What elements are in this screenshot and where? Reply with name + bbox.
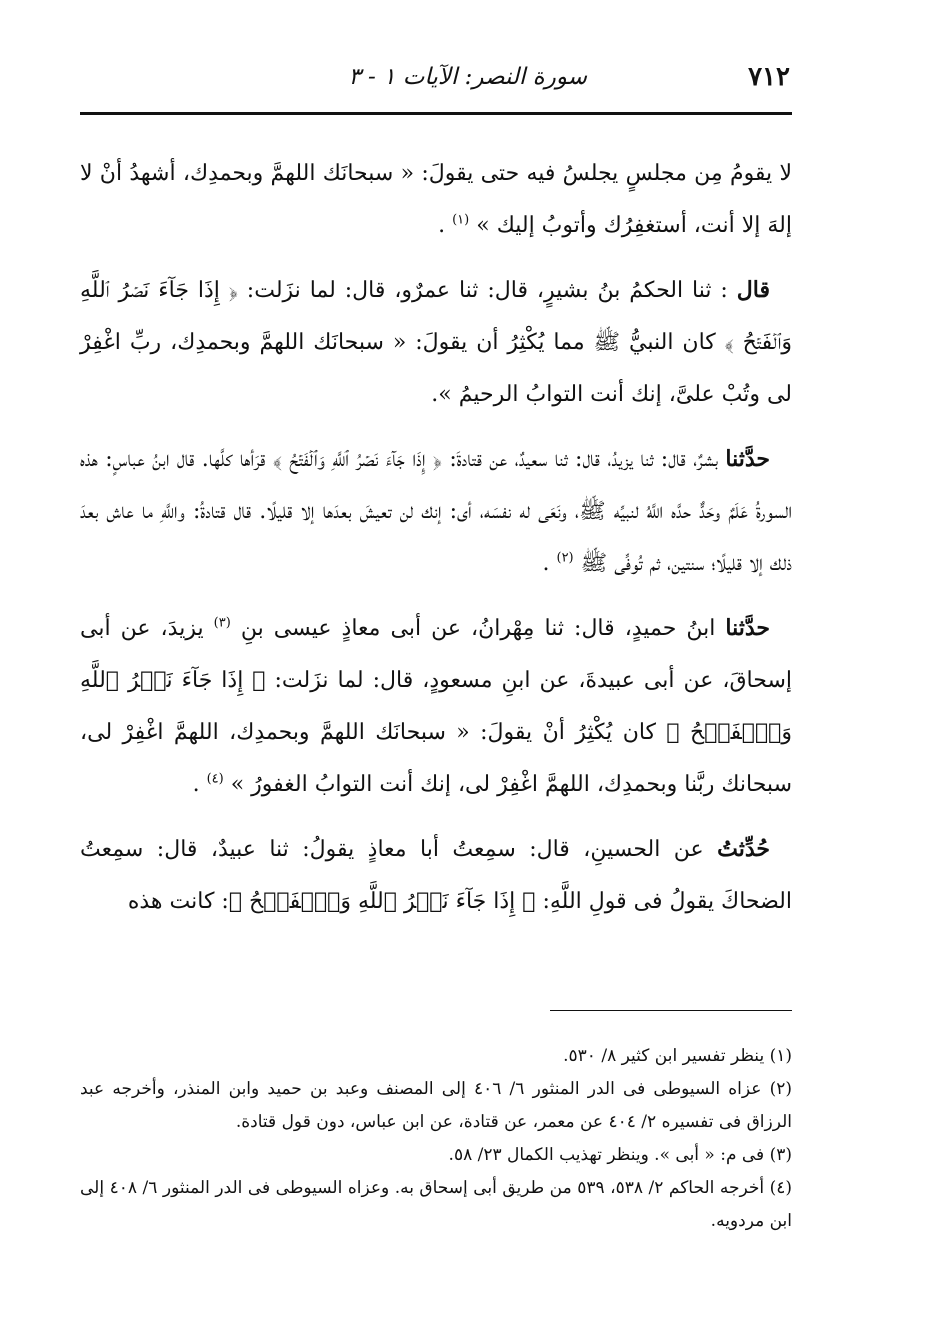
page-header — [80, 58, 792, 98]
footnote-1: (١) ينظر تفسير ابن كثير ٨/ ٥٣٠. — [563, 1046, 792, 1066]
footnote-marker: (٤) — [206, 771, 224, 787]
paragraph-text: ابنُ حميدٍ، قال: ثنا مِهْرانُ، عن أبى معاذٍ عيسى بنِ — [240, 616, 716, 641]
page-number: ٧١٢ — [748, 62, 790, 92]
footnotes — [80, 1040, 792, 1238]
running-title: سورة النصر: الآيات ١ - ٣ — [348, 64, 587, 90]
paragraph-lead: قال — [736, 277, 770, 303]
header-rule — [80, 112, 792, 115]
footnote-marker: (٢) — [556, 550, 574, 566]
paragraph-tail: . — [192, 772, 200, 797]
footnote-4: (٤) أخرجه الحاكم ٢/ ٥٣٨، ٥٣٩ من طريق أبى إسحاق به. وعزاه السيوطى فى الدر المنثور ٦/ ٤٠٨ إلى ابن مردويه. — [80, 1178, 793, 1231]
paragraph-tail: يزيدَ، عن أبى إسحاقَ، عن أبى عبيدةَ، عن ابنِ مسعودٍ، قال: لما نزَلت: ﴿ إِذَا جَآءَ نَصۡرُ ٱللَّهِ وَٱلۡفَتۡحُ ﴾ كان يُكْثِرُ أنْ يقولَ: « سبحانَك اللهمَّ وبحمدِك، اللهمَّ اغْفِرْ لى، سبحانك ربَّنا وبحمدِك، اللهمَّ اغْفِرْ لى، إنك أنت التوابُ الغفورُ » — [80, 616, 792, 797]
paragraph-4 — [80, 602, 792, 811]
paragraph-text: : ثنا الحكمُ بنُ بشيرٍ، قال: ثنا عمرٌو، قال: لما نزَلت: ﴿ إِذَا جَآءَ نَصۡرُ ٱللَّهِ وَٱلۡفَتۡحُ ﴾ كان النبيُّ ﷺ مما يُكْثِرُ أن يقولَ: « سبحانَك اللهمَّ وبحمدِك، ربِّ اغْفِرْ لى وتُبْ علىَّ، إنك أنت التوابُ الرحيمُ ». — [80, 278, 792, 407]
footnote-marker: (١) — [452, 212, 470, 228]
paragraph-lead: حدَّثنا — [725, 446, 771, 472]
footnote-marker: (٣) — [213, 615, 231, 631]
paragraph-5 — [80, 823, 792, 928]
footnote-3: (٣) فى م: « أبى ». وينظر تهذيب الكمال ٢٣/ ٥٨. — [448, 1145, 792, 1165]
footnote-2: (٢) عزاه السيوطى فى الدر المنثور ٦/ ٤٠٦ إلى المصنف وعبد بن حميد وابن المنذر، وأخرجه عبد الرزاق فى تفسيره ٢/ ٤٠٤ عن معمر، عن قتادة، عن ابن عباس، دون قول قتادة. — [80, 1079, 793, 1132]
paragraph-tail: . — [542, 551, 550, 576]
paragraph-text: بشرٌ، قال: ثنا يزيدُ، قال: ثنا سعيدٌ، عن قتادةَ: ﴿ إِذَا جَآءَ نَصۡرُ ٱللَّهِ وَٱلۡفَتۡحُ ﴾ قرَأها كلَّها. قال ابنُ عباسٍ: هذه السورةُ عَلَمٌ وحَدٌّ حدَّه اللَّهُ لنبيِّه ﷺ، ونَعَى له نفسَه، أى: إنك لن تعيشَ بعدَها إلا قليلًا. قال قتادةُ: واللَّهِ ما عاش بعدَ ذلك إلا قليلًا؛ سنتين، ثم تُوفِّى ﷺ — [80, 447, 792, 576]
paragraph-1 — [80, 148, 792, 252]
paragraph-text: لا يقومُ مِن مجلسٍ يجلسُ فيه حتى يقولَ: « سبحانَك اللهمَّ وبحمدِك، أشهدُ أنْ لا إلهَ إلا أنت، أستغفِرُك وأتوبُ إليك » — [80, 161, 792, 238]
paragraph-tail: . — [438, 213, 446, 238]
paragraph-3 — [80, 433, 792, 590]
paragraph-2 — [80, 264, 792, 421]
paragraph-lead: حدَّثنا — [725, 615, 771, 641]
main-text — [80, 148, 792, 940]
paragraph-text: عن الحسينِ، قال: سمِعتُ أبا معاذٍ يقولُ: ثنا عبيدٌ، قال: سمِعتُ الضحاكَ يقولُ فى قولِ اللَّهِ: ﴿ إِذَا جَآءَ نَصۡرُ ٱللَّهِ وَٱلۡفَتۡحُ ﴾: كانت هذه — [80, 837, 792, 914]
footnote-rule — [550, 1010, 792, 1011]
paragraph-lead: حُدِّثتُ — [717, 836, 770, 862]
